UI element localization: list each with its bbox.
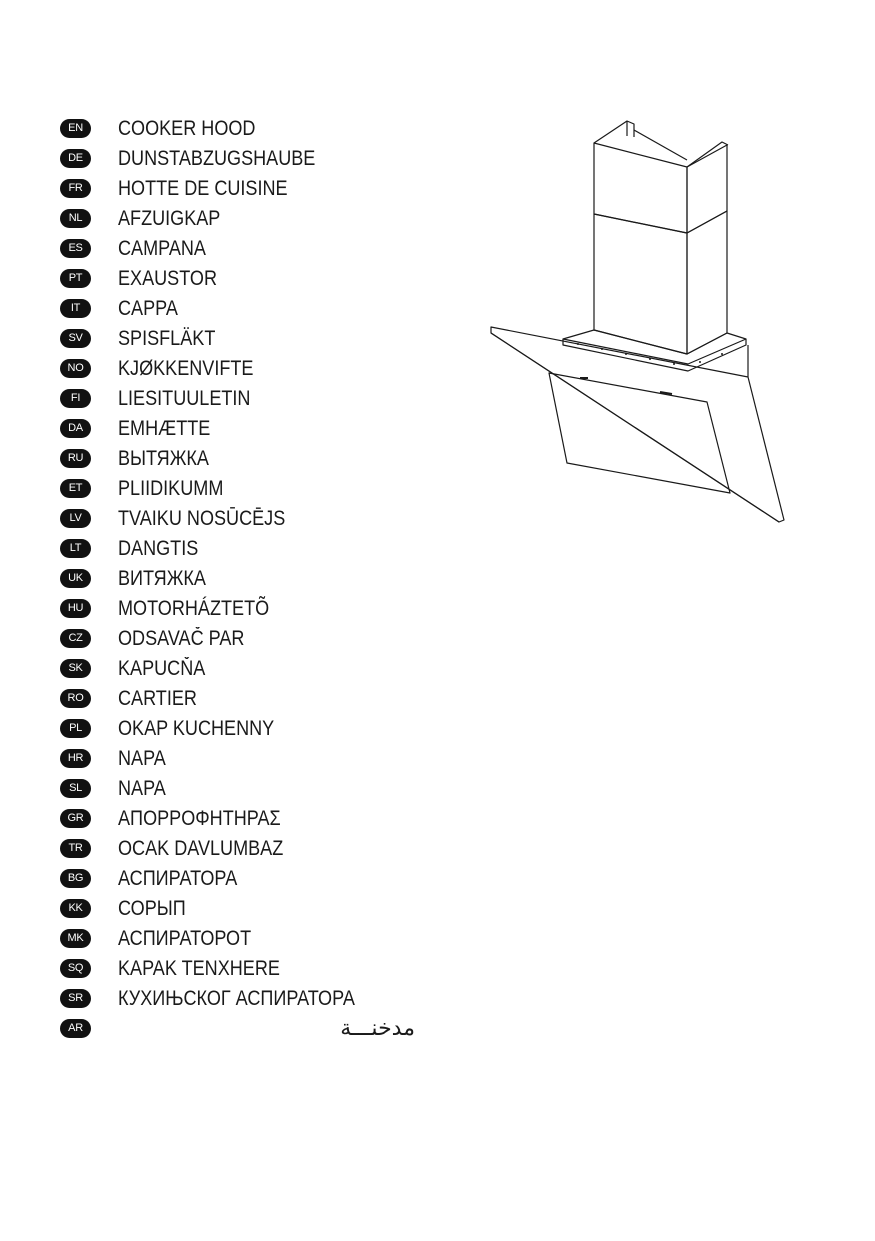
language-product-name: CAMPANA [118, 237, 206, 260]
language-code-badge: KK [60, 899, 91, 918]
language-code-badge: AR [60, 1019, 91, 1038]
language-code-badge: DE [60, 149, 91, 168]
language-product-name: PLIIDIKUMM [118, 477, 224, 500]
language-product-name: NAPA [118, 777, 166, 800]
mounting-plate-front [563, 339, 746, 371]
glass-panel-outer [491, 327, 784, 522]
chimney-lower-side [687, 211, 727, 354]
language-code-badge: LV [60, 509, 91, 528]
language-row-ru [60, 445, 440, 475]
language-product-name: KJØKKENVIFTE [118, 357, 254, 380]
language-row-de [60, 145, 440, 175]
language-product-name: AFZUIGKAP [118, 207, 221, 230]
chimney-top-left-edge [594, 121, 634, 143]
language-product-name: TVAIKU NOSŪCĒJS [118, 507, 286, 530]
language-row-sv [60, 325, 440, 355]
language-code-badge: LT [60, 539, 91, 558]
language-code-badge: RU [60, 449, 91, 468]
language-product-name: DANGTIS [118, 537, 199, 560]
language-code-badge: SR [60, 989, 91, 1008]
language-row-uk [60, 565, 440, 595]
language-product-name: АСПИРАТОРА [118, 867, 238, 890]
language-row-lv [60, 505, 440, 535]
language-product-name: CARTIER [118, 687, 197, 710]
language-product-name: COOKER HOOD [118, 117, 256, 140]
language-row-tr [60, 835, 440, 865]
language-product-name: EMHÆTTE [118, 417, 211, 440]
language-row-fi [60, 385, 440, 415]
language-row-en [60, 115, 440, 145]
language-row-et [60, 475, 440, 505]
language-code-badge: BG [60, 869, 91, 888]
language-row-it [60, 295, 440, 325]
language-row-fr [60, 175, 440, 205]
chimney-upper-front [594, 143, 687, 233]
language-product-name: SPISFLÄKT [118, 327, 216, 350]
language-row-da [60, 415, 440, 445]
language-code-badge: EN [60, 119, 91, 138]
language-code-badge: SQ [60, 959, 91, 978]
language-product-name: АСПИРАТОРОТ [118, 927, 252, 950]
language-code-badge: HR [60, 749, 91, 768]
language-product-name: KAPAK TENXHERE [118, 957, 280, 980]
chimney-upper-side [687, 145, 727, 233]
language-code-badge: SL [60, 779, 91, 798]
language-code-badge: DA [60, 419, 91, 438]
cooker-hood-illustration [485, 118, 790, 528]
language-code-badge: TR [60, 839, 91, 858]
language-product-name: CAPPA [118, 297, 178, 320]
language-code-badge: HU [60, 599, 91, 618]
language-row-bg [60, 865, 440, 895]
language-product-name: LIESITUULETIN [118, 387, 251, 410]
language-code-badge: NL [60, 209, 91, 228]
language-code-badge: RO [60, 689, 91, 708]
language-row-nl [60, 205, 440, 235]
language-code-badge: PT [60, 269, 91, 288]
language-row-kk [60, 895, 440, 925]
language-code-badge: NO [60, 359, 91, 378]
language-product-name: ΑΠΟΡΡΟΦΗΤΗΡΑΣ [118, 807, 281, 830]
language-code-badge: UK [60, 569, 91, 588]
language-code-badge: GR [60, 809, 91, 828]
language-product-name: ВИТЯЖКА [118, 567, 206, 590]
language-row-gr [60, 805, 440, 835]
language-code-badge: FI [60, 389, 91, 408]
language-row-es [60, 235, 440, 265]
language-row-sk [60, 655, 440, 685]
language-product-name: HOTTE DE CUISINE [118, 177, 288, 200]
language-row-ar [60, 1015, 440, 1045]
language-row-hu [60, 595, 440, 625]
language-row-no [60, 355, 440, 385]
language-code-badge: IT [60, 299, 91, 318]
language-code-badge: ET [60, 479, 91, 498]
language-code-badge: MK [60, 929, 91, 948]
language-product-name: NAPA [118, 747, 166, 770]
chimney-top-right-edge [687, 142, 728, 167]
language-row-lt [60, 535, 440, 565]
language-row-sq [60, 955, 440, 985]
language-row-ro [60, 685, 440, 715]
language-code-badge: ES [60, 239, 91, 258]
language-row-pl [60, 715, 440, 745]
language-code-badge: FR [60, 179, 91, 198]
language-product-name: KAPUCŇA [118, 657, 206, 680]
language-code-badge: PL [60, 719, 91, 738]
language-product-name: DUNSTABZUGSHAUBE [118, 147, 316, 170]
language-row-sl [60, 775, 440, 805]
glass-panel-inner [549, 373, 730, 493]
language-product-name: مدخنـــة [340, 1016, 415, 1041]
language-row-mk [60, 925, 440, 955]
language-product-name: КУХИЊСКОГ АСПИРАТОРА [118, 987, 355, 1010]
language-list [60, 115, 440, 1045]
language-row-sr [60, 985, 440, 1015]
language-row-pt [60, 265, 440, 295]
language-product-name: OKAP KUCHENNY [118, 717, 275, 740]
language-row-cz [60, 625, 440, 655]
language-product-name: ВЫТЯЖКА [118, 447, 209, 470]
language-product-name: EXAUSTOR [118, 267, 218, 290]
language-code-badge: SK [60, 659, 91, 678]
language-product-name: ODSAVAČ PAR [118, 627, 245, 650]
language-product-name: СОРЫП [118, 897, 186, 920]
language-product-name: MOTORHÁZTETÕ [118, 597, 270, 620]
language-product-name: OCAK DAVLUMBAZ [118, 837, 284, 860]
language-code-badge: CZ [60, 629, 91, 648]
language-row-hr [60, 745, 440, 775]
language-code-badge: SV [60, 329, 91, 348]
